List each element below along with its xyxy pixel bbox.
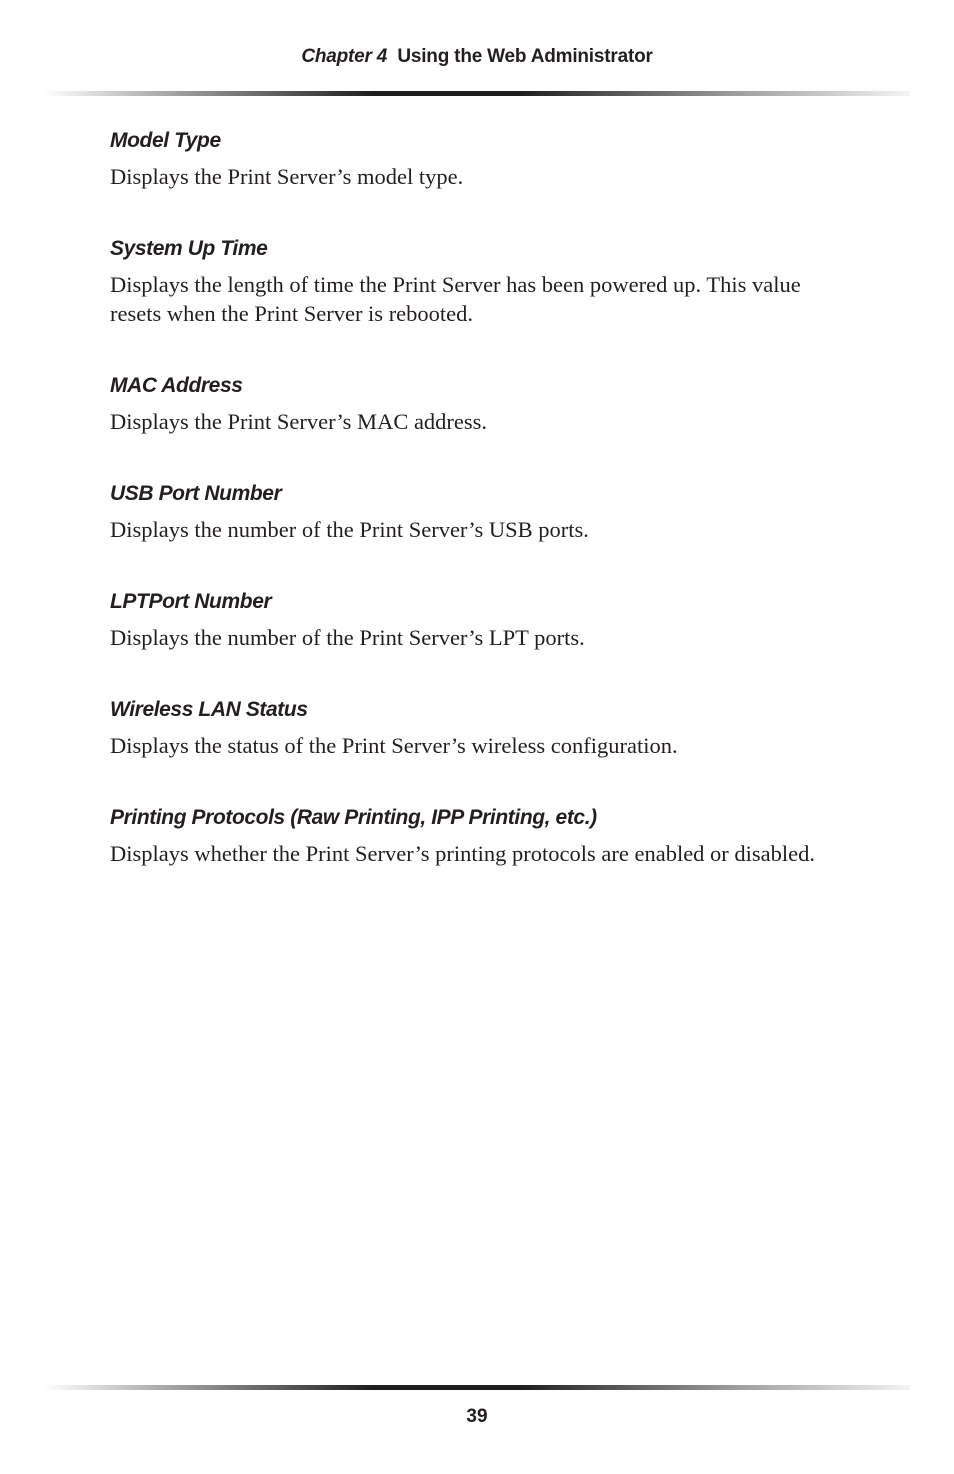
- section-usb-port-number: [110, 479, 850, 544]
- section-title: MAC Address: [110, 374, 243, 397]
- section-body: Displays the Print Server’s model type.: [110, 164, 464, 189]
- section-title: USB Port Number: [110, 482, 282, 505]
- chapter-title: Using the Web Administrator: [397, 46, 653, 67]
- header-divider: [44, 91, 910, 96]
- chapter-label: Chapter 4: [301, 46, 388, 67]
- section-system-up-time: [110, 234, 850, 328]
- section-title: LPTPort Number: [110, 590, 272, 613]
- section-printing-protocols: [110, 803, 850, 868]
- section-title: Model Type: [110, 129, 221, 152]
- footer-divider: [44, 1385, 910, 1390]
- section-title: Printing Protocols (Raw Printing, IPP Printing, etc.): [110, 806, 597, 829]
- section-body: Displays the number of the Print Server’s USB ports.: [110, 517, 589, 542]
- section-mac-address: [110, 371, 850, 436]
- section-title: Wireless LAN Status: [110, 698, 308, 721]
- section-lpt-port-number: [110, 587, 850, 652]
- page-header: [0, 46, 954, 68]
- section-body: Displays the status of the Print Server’s wireless configuration.: [110, 733, 678, 758]
- section-body: Displays the number of the Print Server’s LPT ports.: [110, 625, 585, 650]
- section-title: System Up Time: [110, 237, 268, 260]
- section-body: Displays whether the Print Server’s printing protocols are enabled or disabled.: [110, 841, 816, 866]
- section-wireless-lan-status: [110, 695, 850, 760]
- section-body: Displays the length of time the Print Server has been powered up. This value resets when the Print Server is rebooted.: [110, 272, 801, 326]
- section-body: Displays the Print Server’s MAC address.: [110, 409, 488, 434]
- section-model-type: [110, 126, 850, 191]
- main-content: [110, 126, 850, 911]
- page-number: 39: [466, 1406, 488, 1427]
